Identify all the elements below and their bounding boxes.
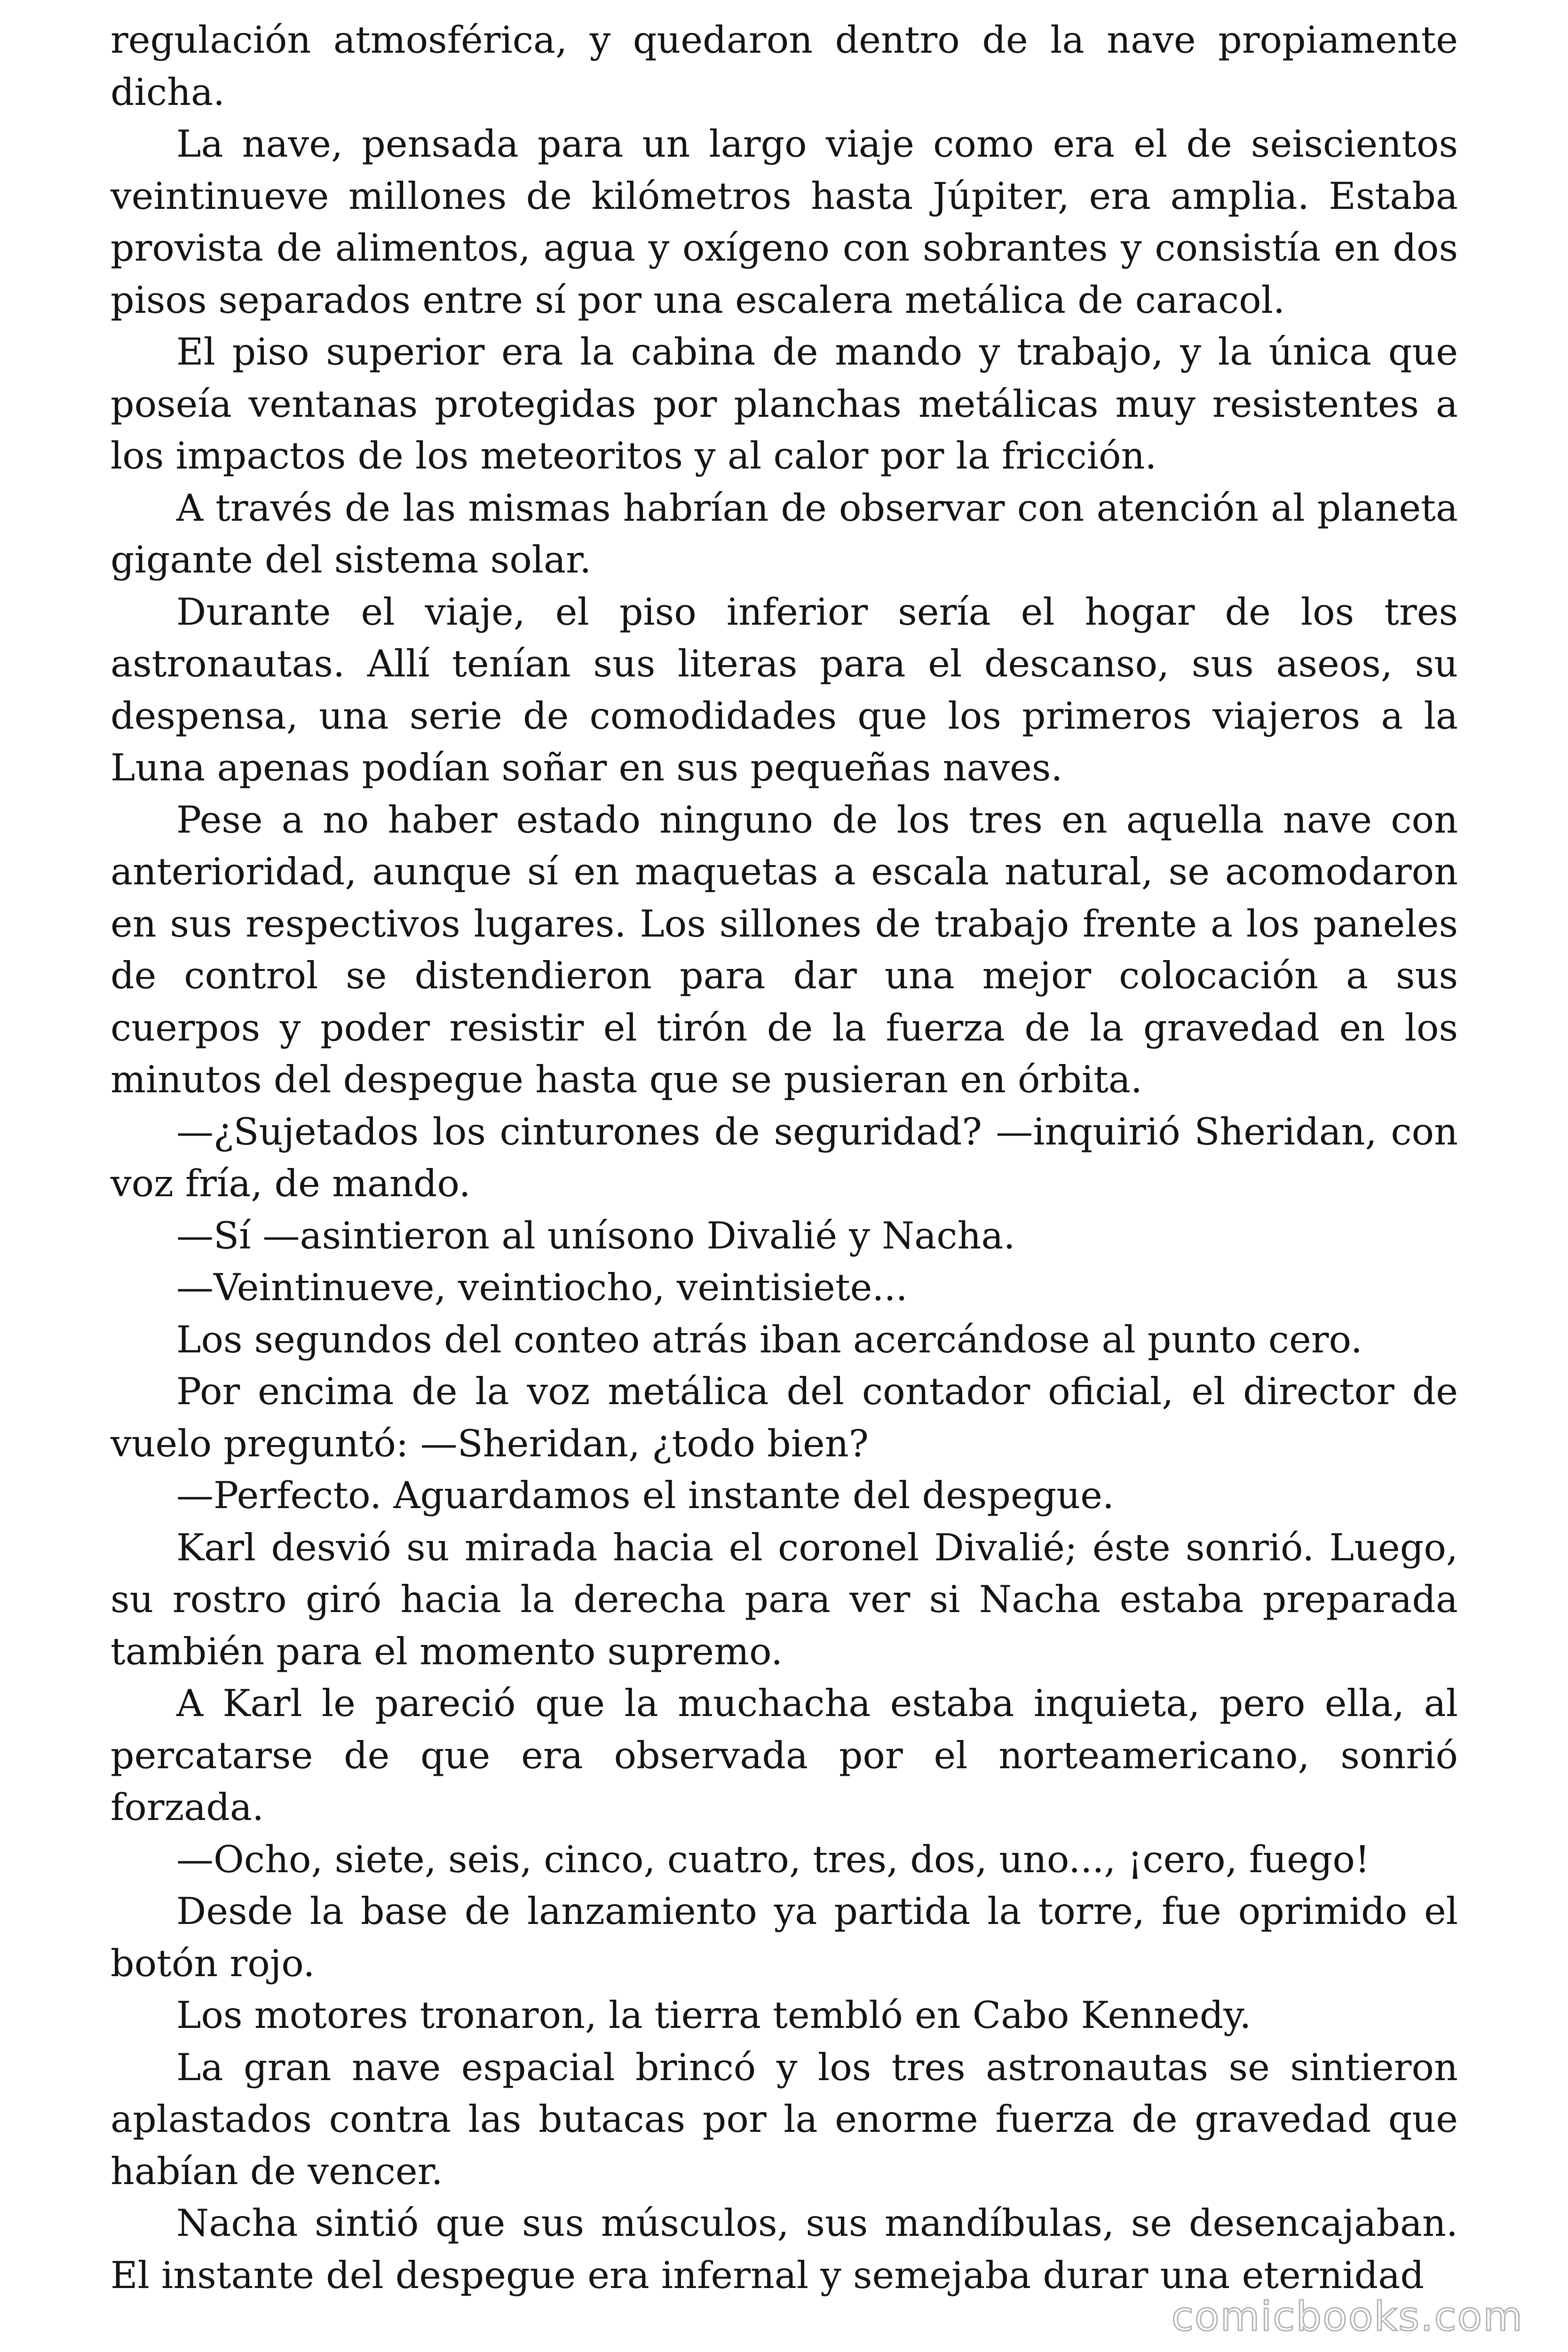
paragraph: —Ocho, siete, seis, cinco, cuatro, tres, dos, uno..., ¡cero, fuego! bbox=[176, 1837, 1370, 1881]
paragraph: Karl desvió su mirada hacia el coronel Divalié; éste sonrió. Luego, su rostro giró hacia la derecha para ver si Nacha estaba preparada también para el momento supremo. bbox=[111, 1526, 1458, 1673]
paragraph: Por encima de la voz metálica del contador oficial, el director de vuelo preguntó: —Sheridan, ¿todo bien? bbox=[111, 1370, 1458, 1465]
paragraph: Durante el viaje, el piso inferior sería el hogar de los tres astronautas. Allí tenían sus literas para el descanso, sus aseos, su despensa, una serie de comodidades que los primeros viajeros a la Luna apenas podían soñar en sus pequeñas naves. bbox=[111, 590, 1458, 789]
paragraph: —Veintinueve, veintiocho, veintisiete... bbox=[176, 1266, 908, 1309]
paragraph: —Sí —asintieron al unísono Divalié y Nacha. bbox=[176, 1214, 1015, 1257]
watermark: comicbooks.com bbox=[1171, 2293, 1523, 2340]
paragraph: Desde la base de lanzamiento ya partida la torre, fue oprimido el botón rojo. bbox=[111, 1890, 1458, 1985]
paragraph: La nave, pensada para un largo viaje como era el de seiscientos veintinueve millones de kilómetros hasta Júpiter, era amplia. Estaba provista de alimentos, agua y oxígeno con sobrantes y consistía en dos pisos separados entre sí por una escalera metálica de caracol. bbox=[111, 122, 1458, 322]
paragraph: regulación atmosférica, y quedaron dentro de la nave propiamente dicha. bbox=[111, 18, 1458, 114]
paragraph: —Perfecto. Aguardamos el instante del despegue. bbox=[176, 1474, 1115, 1517]
paragraph: —¿Sujetados los cinturones de seguridad? —inquirió Sheridan, con voz fría, de mando. bbox=[111, 1110, 1458, 1205]
paragraph: La gran nave espacial brincó y los tres astronautas se sintieron aplastados contra las butacas por la enorme fuerza de gravedad que habían de vencer. bbox=[111, 2045, 1458, 2193]
paragraph: Los motores tronaron, la tierra tembló en Cabo Kennedy. bbox=[176, 1994, 1251, 2037]
page-text bbox=[111, 14, 1458, 2301]
paragraph: Nacha sintió que sus músculos, sus mandíbulas, se desencajaban. El instante del despegue era infernal y semejaba durar una eternidad bbox=[111, 2201, 1458, 2297]
paragraph: Los segundos del conteo atrás iban acercándose al punto cero. bbox=[176, 1318, 1362, 1361]
paragraph: A Karl le pareció que la muchacha estaba inquieta, pero ella, al percatarse de que era observada por el norteamericano, sonrió forzada. bbox=[111, 1682, 1458, 1829]
paragraph: Pese a no haber estado ninguno de los tres en aquella nave con anterioridad, aunque sí en maquetas a escala natural, se acomodaron en sus respectivos lugares. Los sillones de trabajo frente a los paneles de control se distendieron para dar una mejor colocación a sus cuerpos y poder resistir el tirón de la fuerza de la gravedad en los minutos del despegue hasta que se pusieran en órbita. bbox=[111, 798, 1458, 1101]
paragraph: A través de las mismas habrían de observar con atención al planeta gigante del sistema solar. bbox=[111, 486, 1458, 581]
paragraph: El piso superior era la cabina de mando y trabajo, y la única que poseía ventanas protegidas por planchas metálicas muy resistentes a los impactos de los meteoritos y al calor por la fricción. bbox=[111, 330, 1458, 477]
